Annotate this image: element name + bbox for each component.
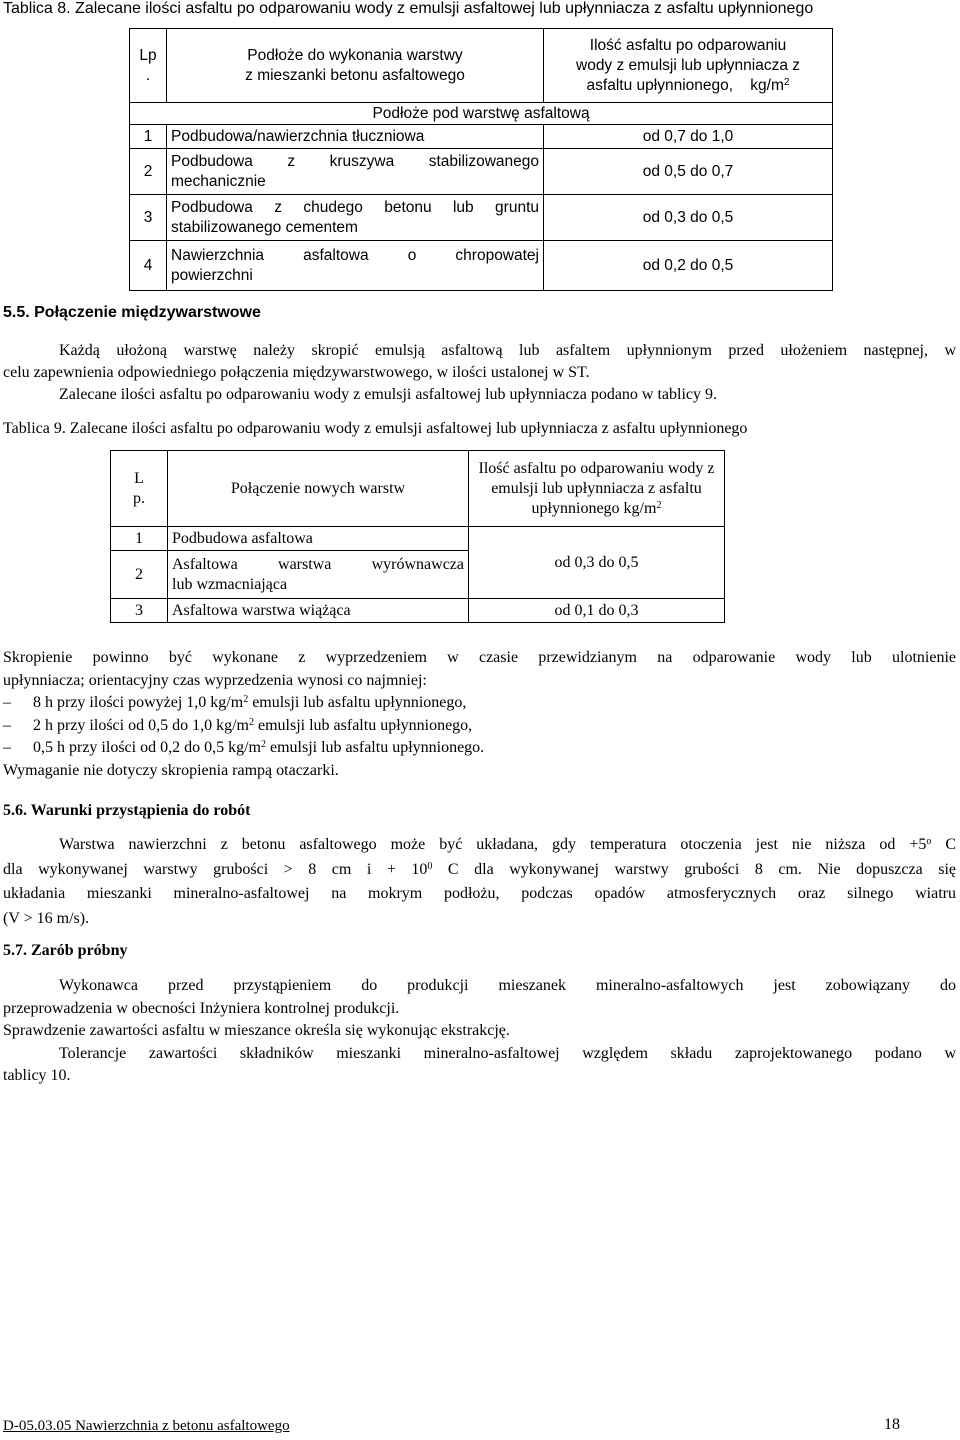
table-row: 2 Podbudowa z kruszywa stabilizowanego mechanicznie od 0,5 do 0,7 — [130, 149, 833, 195]
table-row: 3 Podbudowa z chudego betonu lub gruntu stabilizowanego cementem od 0,3 do 0,5 — [130, 195, 833, 241]
table9-merged-value: od 0,3 do 0,5 — [469, 527, 725, 599]
table8-section: Podłoże pod warstwę asfaltową — [130, 103, 833, 125]
section-5-7-heading: 5.7. Zarób próbny — [3, 942, 128, 959]
table8-header-base: Podłoże do wykonania warstwy z mieszanki betonu asfaltowego — [167, 29, 544, 103]
section-5-7-body: Wykonawca przed przystąpieniem do produkcji mieszanek mineralno-asfaltowych jest zobowiązany do przeprowadzenia w obecności Inżyniera kontrolnej produkcji. Sprawdzenie zawartości asfaltu w mieszance określa się wykonując ekstrakcję. Tolerancje zawartości składników mieszanki mineralno-asfaltowej względem składu zaprojektowanego podano w tablicy 10. — [3, 977, 956, 1084]
table-row: 2 Asfaltowa warstwa wyrównawcza lub wzmacniająca — [111, 551, 725, 599]
table-row: 1 Podbudowa asfaltowa od 0,3 do 0,5 — [111, 527, 725, 551]
section-5-5-body: Każdą ułożoną warstwę należy skropić emulsją asfaltową lub asfaltem upłynnionym przed ułożeniem następnej, w celu zapewnienia odpowiedniego połączenia międzywarstwowego, w ilości ustalonej w ST. Zalecane ilości asfaltu po odparowaniu wody z emulsji asfaltowej lub upłynniacza podano w tablicy 9. — [3, 342, 956, 403]
footer-document-title: D-05.03.05 Nawierzchnia z betonu asfaltowego — [3, 1418, 290, 1434]
table9-header-lp: L p. — [111, 451, 168, 527]
table9-caption: Tablica 9. Zalecane ilości asfaltu po odparowaniu wody z emulsji asfaltowej lub upłynniacza z asfaltu upłynnionego — [3, 420, 748, 437]
table9 — [110, 450, 725, 623]
table8 — [129, 28, 833, 291]
list-item: – 8 h przy ilości powyżej 1,0 $kg/m^2$ emulsji lub asfaltu upłynnionego, — [3, 694, 467, 711]
section-5-6-body: Warstwa nawierzchni z betonu asfaltowego może być układana, gdy temperatura otoczenia jest nie niższa od $+5^o$ C dla wykonywanej warstwy grubości > 8 cm $i + 10^0$ C dla wykonywanej warstwy grubości 8 cm. Nie dopuszcza się układania mieszanki mineralno-asfaltowej na mokrym podłożu, podczas opadów atmosferycznych oraz silnego wiatru (V > 16 m/s). — [3, 836, 957, 927]
table8-header-amount: Ilość asfaltu po odparowaniu wody z emulsji lub upłynniacza z asfaltu upłynnionego, $kg/m^2$ — [544, 29, 833, 103]
table-row: 1 Podbudowa/nawierzchnia tłuczniowa od 0,7 do 1,0 — [130, 125, 833, 149]
spray-paragraph: Skropienie powinno być wykonane z wyprzedzeniem w czasie przewidzianym na odparowanie wody lub ulotnienie upłynniacza; orientacyjny czas wyprzedzenia wynosi co najmniej: – 8 h przy ilości powyżej 1,0 $kg/m^2$ emulsji lub asfaltu upłynnionego, – 2 h przy ilości od 0,5 do 1,0 $kg/m^2$ emulsji lub asfaltu upłynnionego, – 0,5 h przy ilości od 0,2 do 0,5 $kg/m^2$ emulsji lub asfaltu upłynnionego. Wymaganie nie dotyczy skropienia rampą otaczarki. — [3, 649, 956, 779]
list-item: – 2 h przy ilości od 0,5 do 1,0 $kg/m^2$ emulsji lub asfaltu upłynnionego, — [3, 716, 473, 734]
table8-header-lp: Lp . — [130, 29, 167, 103]
section-5-6-heading: 5.6. Warunki przystąpienia do robót — [3, 802, 251, 819]
table9-header-layers: Połączenie nowych warstw — [168, 451, 469, 527]
table-row: 4 Nawierzchnia asfaltowa o chropowatej powierzchni od 0,2 do 0,5 — [130, 241, 833, 291]
table9-header-amount: Ilość asfaltu po odparowaniu wody z emulsji lub upłynniacza z asfaltu upłynnionego $kg/m^2$ — [469, 451, 725, 527]
list-item: – 0,5 h przy ilości od 0,2 do 0,5 $kg/m^2$ emulsji lub asfaltu upłynnionego. — [3, 739, 485, 756]
table8-caption: Tablica 8. Zalecane ilości asfaltu po odparowaniu wody z emulsji asfaltowej lub upłynniacza z asfaltu upłynnionego — [3, 0, 814, 17]
table-row: 3 Asfaltowa warstwa wiążąca od 0,1 do 0,3 — [111, 599, 725, 623]
footer-page-number: 18 — [884, 1416, 900, 1433]
section-5-5-heading: 5.5. Połączenie międzywarstwowe — [3, 304, 261, 321]
